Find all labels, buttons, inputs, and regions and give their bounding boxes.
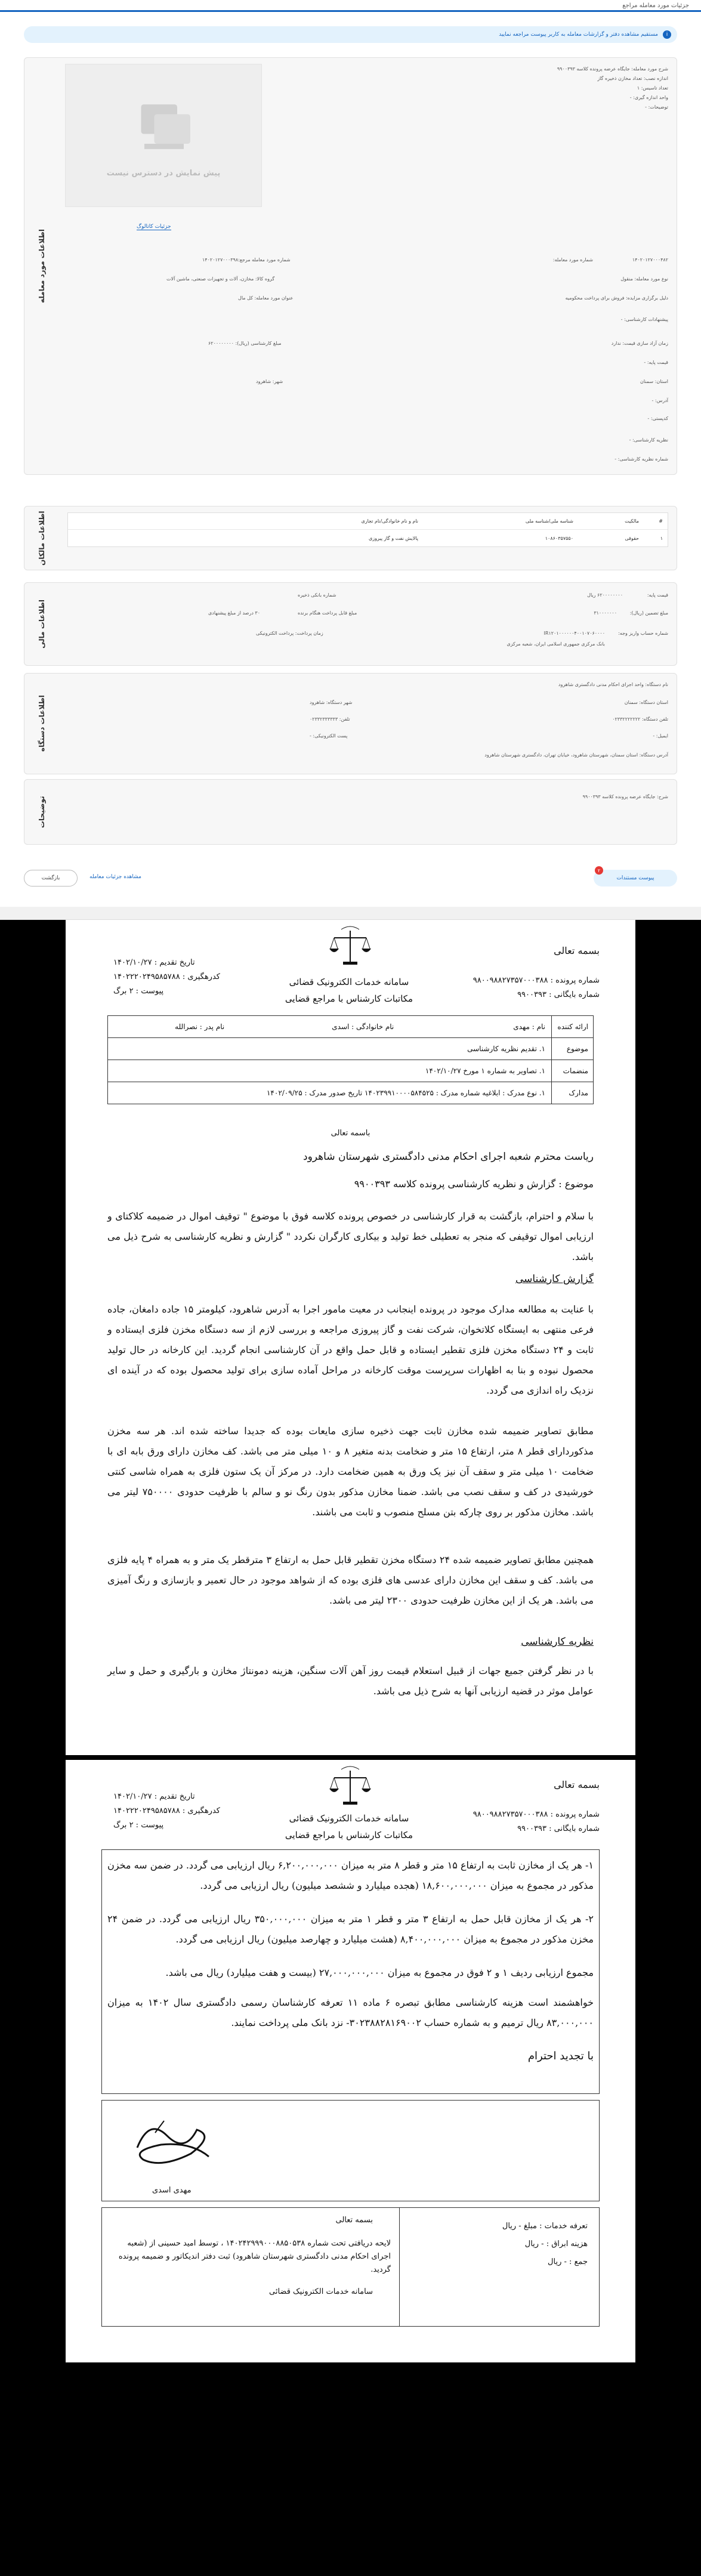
document-page-2 (66, 1760, 635, 2362)
doc-item-2: ۲- هر یک از مخازن قابل حمل به ارتفاع ۳ متر و قطر ۱ متر به میزان ۳۵۰,۰۰۰,۰۰۰ ریال ارزیابی می گردد. در ضمن ۲۴ مخزن مذکور در مجموع به میزان ۸,۴۰۰,۰۰۰,۰۰۰ (هشت میلیارد و چهارصد میلیون) ریال ارزیابی می گردد. (107, 1913, 594, 1945)
finance-pay-time: زمان پرداخت: پرداخت الکترونیکی (256, 631, 323, 636)
signature-icon (125, 2112, 221, 2177)
field-ref-no-val: ۱۴۰۲۰۱۲۷۰۰۰۳۹۸ (202, 257, 239, 262)
device-name: نام دستگاه: واحد اجرای احکام مدنی دادگستری شاهرود (558, 682, 668, 687)
finance-bank-name: بانک مرکزی جمهوری اسلامی ایران، شعبه مرکزی (507, 641, 605, 647)
field-expert-price: مبلغ کارشناسی (ریال): ۶۲۰۰۰۰۰۰۰۰ (208, 341, 282, 346)
notes-section-label: توضیحات (38, 796, 46, 828)
doc-father-name: نام پدر : نصرالله (175, 1023, 225, 1031)
field-opinion: نظریه کارشناسی: - (629, 437, 668, 443)
doc-date: تاریخ تقدیم : ۱۴۰۲/۱۰/۲۷ (113, 1792, 195, 1801)
subject-line: توضیحات: - (645, 104, 668, 110)
device-body (59, 674, 677, 774)
doc-report-heading: گزارش کارشناسی (515, 1273, 594, 1285)
doc-fee: خواهشمند است هزینه کارشناسی مطابق تبصره ۶ ماده ۱۱ تعرفه کارشناسان رسمی دادگستری سال ۱۴۰۲ به میزان ۸۳,۰۰۰,۰۰۰ ریال ترمیم و به شماره حساب ۳۰۲۳۸۸۲۸۱۶۹۰۰۲- نزد بانک ملی پرداخت نمایند. (107, 1997, 594, 2028)
field-deal-no-val: ۱۴۰۲۰۱۲۷۰۰۰۴۸۲ (632, 257, 668, 262)
finance-payable-val: ۳۰ درصد از مبلغ پیشنهادی (208, 610, 261, 616)
alert-text: مستقیم مشاهده دفتر و گزارشات معامله به کاربر پیوست مراجعه نمایید (499, 32, 658, 38)
cell-national-id: ۱۰۸۶۰۳۵۷۵۵۰ (545, 535, 573, 541)
finance-section-label: اطلاعات مالی (38, 599, 46, 649)
notes-body (59, 780, 677, 844)
device-email: ایمیل: - (653, 733, 668, 739)
doc-bismillah: بسمه تعالی (554, 1779, 600, 1790)
owners-section (24, 506, 677, 570)
catalog-details-link[interactable]: جزئیات کاتالوگ (137, 224, 171, 230)
field-opinion-no: شماره نظریه کارشناسی: - (614, 456, 668, 462)
doc-subject: موضوع : گزارش و نظریه کارشناسی پرونده کلاسه ۹۹۰۰۳۹۳ (354, 1178, 594, 1190)
field-deal-no: شماره مورد معامله: (552, 257, 593, 262)
doc-org-2: مکاتبات کارشناس با مراجع قضایی (285, 993, 413, 1004)
doc-row-label: موضوع (551, 1038, 593, 1060)
doc-report-2: مطابق تصاویر ضمیمه شده مخازن ثابت جهت ذخیره سازی مایعات بوده که جدیدا ساخته شده اند. هر سه مخزن مذکوردارای قطر ۸ متر، ارتفاع ۱۵ متر و ضخامت بدنه متغیر ۸ و ۱۰ میلی متر می باشد. کف مخازن دارای ورق بابه ای با ضخامت ۱۰ میلی متر و سقف آن نیز یک ورق به همین ضخامت دارد. در مرکز آن یک ستون فلزی به همراه شاسی کنتی خورشیدی در کف و سقف نصب می باشد. ضمنا مخازن مذکور بدون رنگ نو و سالم با ظرفیت حدودی ۷۵۰۰۰۰ لیتر می باشد. مخازن مذکور بر روی چارکه بتن مسلح منصوب و ثابت می باشند. (107, 1425, 594, 1518)
doc-opinion-heading: نظریه کارشناسی (521, 1636, 594, 1648)
document-viewer[interactable] (0, 920, 701, 2576)
field-suggestion: پیشنهادات کارشناسی: - (620, 317, 668, 322)
device-address: آدرس دستگاه: استان سمنان، شهرستان شاهرود، خیابان تهران، دادگستری شهرستان شاهرود (484, 752, 668, 758)
page-title: جزئیات مورد معامله مراجع (622, 2, 689, 9)
doc-report-3: همچنین مطابق تصاویر ضمیمه شده ۲۴ دستگاه مخزن تقطیر قابل حمل به ارتفاع ۳ مترقطر یک متر و به همراه ۴ پایه فلزی می باشد. کف و سقف این مخازن دارای عدسی های فلزی بوده که از شواهد موجود در حال تعمیر و بازسازی و رنگ آمیزی می باشد. هر یک از این مخازن ظرفیت حدودی ۲۳۰۰ لیتر می باشد. (107, 1554, 594, 1606)
doc-row-documents (107, 1082, 594, 1104)
field-city: شهر: شاهرود (256, 379, 283, 384)
subject-body (59, 58, 677, 474)
info-icon: i (663, 30, 671, 39)
owners-table (67, 512, 668, 547)
subject-line: واحد اندازه گیری: - (629, 95, 668, 100)
doc-tariff: تعرفه خدمات : مبلغ - ریال (502, 2222, 588, 2231)
col-ownership: مالکیت (625, 518, 639, 524)
preview-placeholder (65, 64, 262, 207)
doc-attach: پیوست : ۲ برگ (113, 1821, 164, 1830)
doc-row-value: ۱. نوع مدرک : ابلاغیه شماره مدرک : ۱۴۰۲۳۹۹۱۰۰۰۰۵۸۴۵۲۵ تاریخ صدور مدرک : ۱۴۰۲/۰۹/۲۵ (266, 1089, 545, 1097)
doc-tracking: کدرهگیری : ۱۴۰۲۲۲۰۲۴۹۵۸۵۷۸۸ (113, 1806, 220, 1815)
doc-attach: پیوست : ۲ برگ (113, 987, 164, 996)
back-button[interactable]: بازگشت (24, 870, 78, 887)
doc-sum: جمع : - ریال (548, 2257, 588, 2266)
finance-payable-label: مبلغ قابل پرداخت هنگام برنده (298, 610, 357, 616)
document-page-1 (66, 920, 635, 1755)
attachments-button[interactable]: پیوست مستندات (594, 870, 677, 887)
doc-tracking: کدرهگیری : ۱۴۰۲۲۲۰۲۴۹۵۸۵۷۸۸ (113, 972, 220, 981)
doc-bismillah: بسمه تعالی (554, 945, 600, 956)
subject-section-label: اطلاعات مورد معامله (38, 229, 46, 303)
doc-fee-line: هزینه ابراق : - ریال (524, 2240, 588, 2248)
finance-bank-label: شماره بانکی ذخیره (298, 592, 336, 598)
cell-ownership: حقوقی (625, 535, 639, 541)
field-postal: کدپستی: - (647, 416, 668, 421)
notes-section (24, 779, 677, 845)
table-row (68, 530, 668, 546)
field-release-time: زمان آزاد سازی قیمت: ندارد (611, 341, 668, 346)
info-alert (24, 26, 677, 43)
field-goods-group: گروه کالا: مخازن، آلات و تجهیزات صنعتی، ماشین آلات (166, 276, 275, 282)
device-post: پست الکترونیکی: - (310, 733, 348, 739)
doc-archive-no: شماره بایگانی : ۹۹۰۰۳۹۳ (517, 1824, 600, 1833)
attachments-count-badge: ۲ (595, 866, 603, 875)
device-tel: تلفن: ۰۲۳۳۲۳۳۳۳۳۳ (310, 716, 350, 722)
doc-row-subject (107, 1037, 594, 1060)
top-bar (0, 0, 701, 12)
doc-row-value (108, 1016, 551, 1037)
judiciary-emblem-icon (323, 1766, 377, 1808)
preview-placeholder-text: پیش نمایش در دسترس نیست (106, 169, 221, 178)
doc-row-presenter (107, 1015, 594, 1038)
view-details-link[interactable]: مشاهده جزئیات معامله (89, 874, 141, 880)
doc-footer-bismillah: بسمه تعالی (335, 2216, 373, 2225)
field-province: استان: سمنان (640, 379, 668, 384)
field-deal-type: نوع مورد معامله: منقول (620, 276, 668, 282)
doc-row-label: منضمات (551, 1060, 593, 1082)
doc-report-1: با عنایت به مطالعه مدارک موجود در پرونده اینجانب در معیت مامور اجرا به آدرس شاهرود، کیلومتر ۱۵ جاده دامغان، جاده فرعی منتهی به ایستگاه کلاتخوان، شرکت نفت و گاز پیروزی مراجعه و بررسی لازم از سه دستگاه مخزن فلزی ایستاده و ثابت و ۲۴ دستگاه مخزن فلزی تقطیر ایستاده و قابل حمل واقع در آن کارشناسی انجام گردید. این کارخانه در حال تولید محصول نبوده و بنا به اظهارات سرپرست موقت کارخانه در مراحل آماده سازی برای تولید محصول بوده که در آینده ای نزدیک راه اندازی می گردد. (107, 1304, 594, 1396)
owners-body (59, 506, 677, 570)
col-index: # (659, 518, 663, 524)
doc-archive-no: شماره بایگانی : ۹۹۰۰۳۹۳ (517, 990, 600, 999)
cell-name: پالایش نفت و گاز پیروزی (369, 535, 418, 541)
field-ref-no: شماره مورد معامله مرجع: (238, 257, 291, 262)
action-bar (24, 859, 677, 895)
doc-org-2: مکاتبات کارشناس با مراجع قضایی (285, 1830, 413, 1840)
doc-footer-text: لایحه دریافتی تحت شماره ۱۴۰۲۴۲۹۹۹۰۰۰۸۸۵۰۵۳۸ ، توسط امید حسینی از (شعبه اجرای احکام مدنی دادگستری شهرستان شاهرود) ثبت دفتر اندیکاتور و ضمیمه پرونده گردید. (118, 2239, 391, 2274)
doc-bismillah-2: باسمه تعالی (331, 1129, 370, 1138)
col-national-id: شناسه ملی/شناسه ملی (525, 518, 573, 524)
doc-row-label: ارائه کننده (551, 1016, 593, 1037)
doc-date: تاریخ تقدیم : ۱۴۰۲/۱۰/۲۷ (113, 958, 195, 967)
judiciary-emblem-icon (323, 926, 377, 968)
cell-index: ۱ (660, 535, 663, 541)
device-section (24, 673, 677, 774)
doc-last-name: نام خانوادگی : اسدی (332, 1023, 394, 1031)
doc-item-1: ۱- هر یک از مخازن ثابت به ارتفاع ۱۵ متر و قطر ۸ متر به میزان ۶,۲۰۰,۰۰۰,۰۰۰ ریال ارزیابی می گردد. در ضمن سه مخزن مذکور در مجموع به میزان ۱۸,۶۰۰,۰۰۰,۰۰۰ (هجده میلیارد و ششصد میلیون) ریال ارزیابی می گردد. (107, 1860, 594, 1891)
gavel-icon (131, 91, 197, 157)
doc-case-no: شماره پرونده : ۹۸۰۰۹۸۸۲۷۳۵۷۰۰۰۳۸۸ (473, 1810, 600, 1819)
subject-line: اندازه نصب: تعداد مخازن ذخیره گاز (597, 76, 668, 81)
field-reason: دلیل برگزاری مزایده: فروش برای پرداخت محکومیه (565, 295, 668, 301)
device-section-label: اطلاعات دستگاه (38, 695, 46, 752)
field-title: عنوان مورد معامله: کل مال (238, 295, 294, 301)
doc-org-1: سامانه خدمات الکترونیک قضائی (289, 977, 409, 987)
device-phone: تلفن دستگاه: ۰۲۳۳۲۲۲۲۲۲۲ (612, 716, 668, 722)
finance-base-val: ۶۲۰۰۰۰۰۰۰۰ ریال (587, 592, 623, 598)
finance-guarantee-label: مبلغ تضمین (ریال): (629, 610, 668, 616)
doc-row-attachments (107, 1060, 594, 1082)
field-address: آدرس: - (651, 398, 668, 403)
device-city: شهر دستگاه: شاهرود (310, 700, 353, 705)
field-base-price: قیمت پایه: - (644, 360, 668, 365)
owners-header (68, 513, 668, 530)
notes-text: شرح: جایگاه عرضه پرونده کلاسه ۹۹۰۰۳۹۳ (582, 794, 668, 799)
doc-case-no: شماره پرونده : ۹۸۰۰۹۸۸۲۷۳۵۷۰۰۰۳۸۸ (473, 976, 600, 985)
subject-line: شرح مورد معامله: جایگاه عرضه پرونده کلاسه ۹۹۰۰۳۹۳ (557, 66, 668, 72)
doc-row-value: ۱. تصاویر به شماره ۱ مورخ ۱۴۰۲/۱۰/۲۷ (425, 1067, 545, 1075)
subject-section (24, 57, 677, 475)
finance-guarantee-val: ۳۱۰۰۰۰۰۰۰ (594, 610, 617, 616)
doc-addressee: ریاست محترم شعبه اجرای احکام مدنی دادگستری شهرستان شاهرود (303, 1151, 594, 1163)
doc-regards: با تجدید احترام (527, 2050, 594, 2062)
doc-first-name: نام : مهدی (513, 1023, 545, 1031)
doc-footer-org: سامانه خدمات الکترونیک قضائی (269, 2287, 373, 2296)
col-name: نام و نام خانوادگی/نام تجاری (361, 518, 418, 524)
doc-intro: با سلام و احترام، بازگشت به قرار کارشناسی در خصوص پرونده کلاسه فوق با موضوع " توقیف اموال در ضمیمه کلاکتای و ارزیابی اموال توقیفی که منجر به تعطیلی خط تولید و بیکاری کارگران نکردد " گزارش و نظریه کارشناسی به شرح ذیل می باشد. (107, 1210, 594, 1262)
doc-org-1: سامانه خدمات الکترونیک قضائی (289, 1813, 409, 1824)
subject-line: تعداد تاسیس: ۱ (637, 85, 668, 91)
finance-base-label: قیمت پایه: (647, 592, 668, 598)
finance-account-label: شماره حساب واریز وجه: (618, 631, 668, 636)
doc-row-value: ۱. تقدیم نظریه کارشناسی (467, 1045, 545, 1053)
finance-section (24, 582, 677, 666)
finance-account-val: IR۱۲۰۱۰۰۰۰۰۰۴۰۰۱۰۷۰۶۰۰۰۰ (543, 631, 605, 636)
doc-row-label: مدارک (551, 1082, 593, 1104)
doc-total: مجموع ارزیابی ردیف ۱ و ۲ فوق در مجموع به میزان ۲۷,۰۰۰,۰۰۰,۰۰۰ (بیست و هفت میلیارد) ریال می باشد. (165, 1967, 594, 1978)
doc-opinion: با در نظر گرفتن جمیع جهات از قبیل استعلام قیمت روز آهن آلات سنگین، هزینه دمونتاژ مخازن و بارگیری و حمل و سایر عوامل موثر در قضیه ارزیابی آنها به شرح ذیل می باشد. (107, 1665, 594, 1697)
owners-section-label: اطلاعات مالکان (38, 511, 46, 566)
doc-signer-name: مهدی اسدی (152, 2186, 192, 2195)
device-province: استان دستگاه: سمنان (624, 700, 668, 705)
finance-body (59, 583, 677, 665)
viewer-toolbar (0, 907, 701, 920)
